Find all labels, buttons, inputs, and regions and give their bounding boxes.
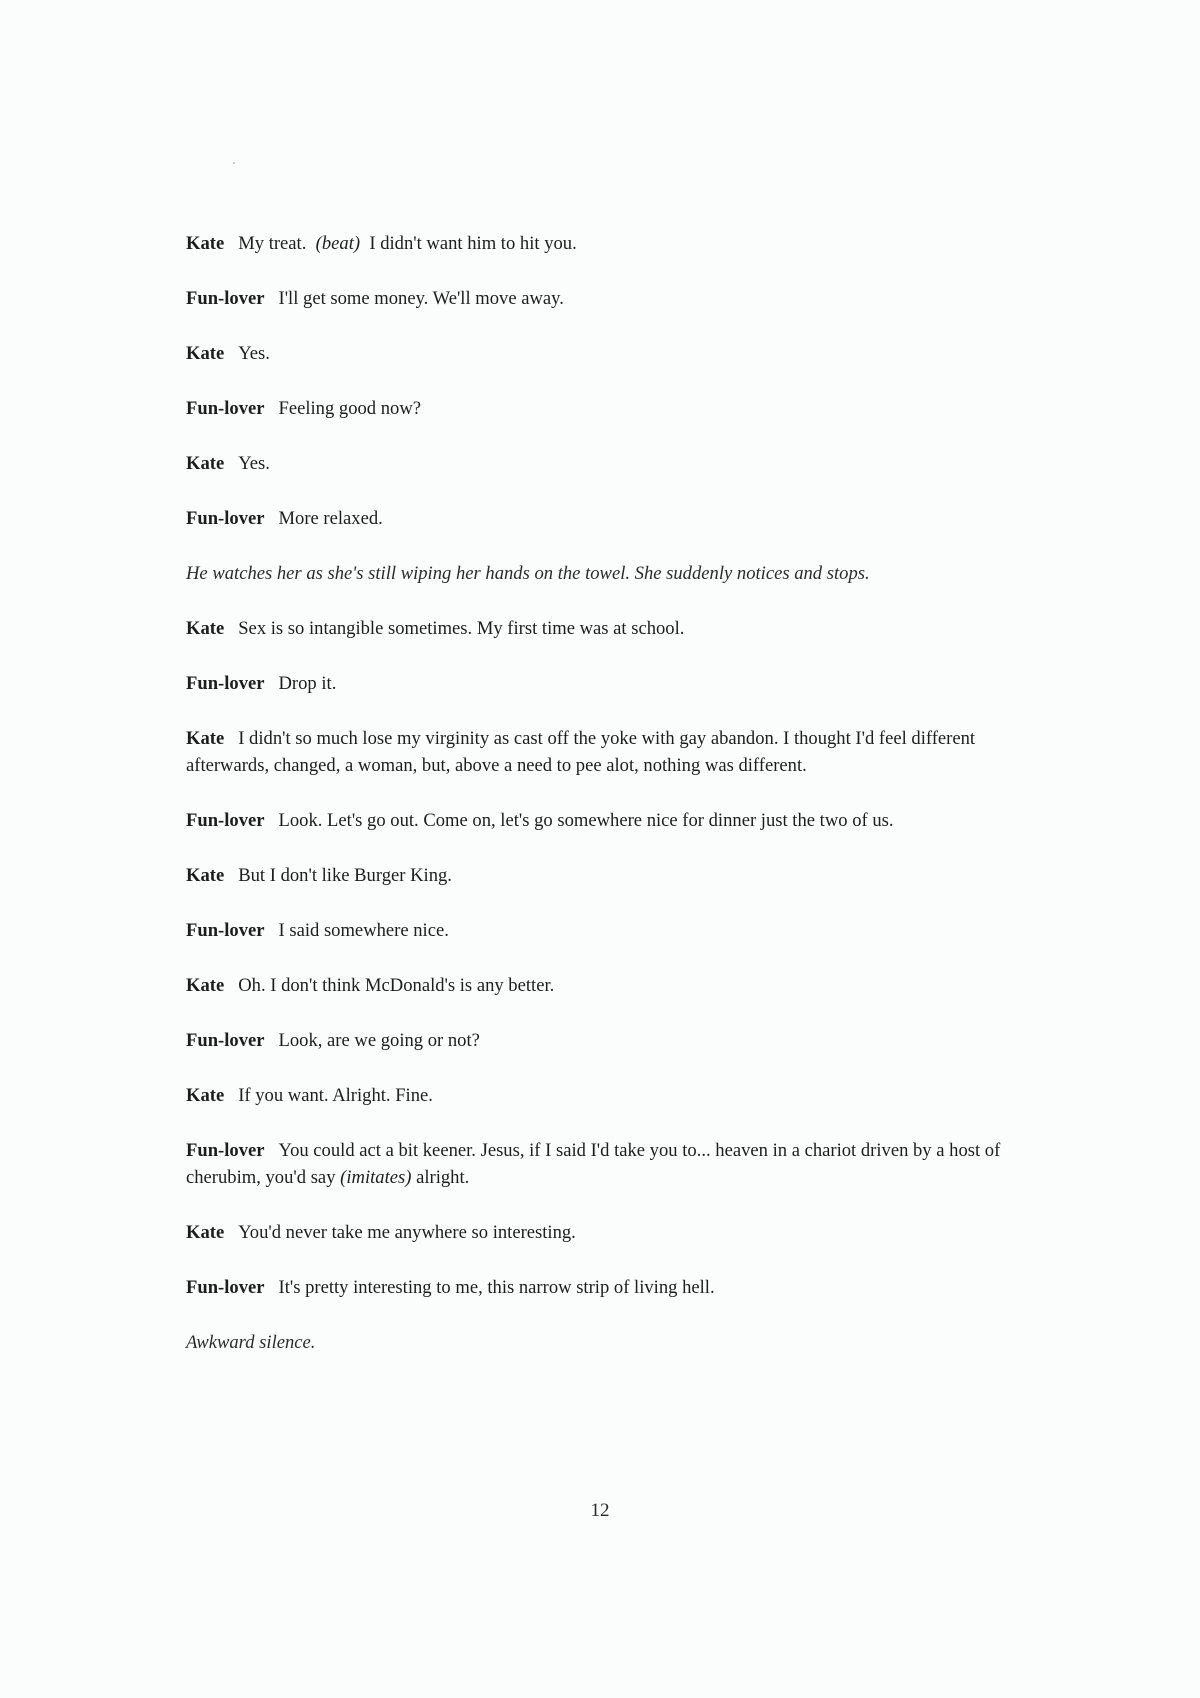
- dialogue-text: alright.: [416, 1167, 470, 1188]
- dialogue-text: I didn't want him to hit you.: [369, 233, 577, 254]
- speaker-name: Fun-lover: [186, 1140, 265, 1161]
- dialogue-line: [186, 505, 1006, 532]
- dialogue-line: [186, 862, 1006, 889]
- dialogue-text: I'll get some money. We'll move away.: [278, 288, 564, 309]
- speaker-name: Fun-lover: [186, 673, 265, 694]
- dialogue-text: You could act a bit keener. Jesus, if I said I'd take you to... heaven in a chariot driven by a host of cherubim, you'd say: [186, 1140, 1001, 1188]
- dialogue-line: [186, 725, 1006, 779]
- dialogue-text: It's pretty interesting to me, this narrow strip of living hell.: [278, 1277, 715, 1298]
- dialogue-line: [186, 395, 1006, 422]
- dialogue-text: Drop it.: [278, 673, 337, 694]
- speaker-name: Kate: [186, 728, 225, 749]
- dialogue-line: [186, 972, 1006, 999]
- speaker-name: Kate: [186, 343, 225, 364]
- dialogue-line: [186, 285, 1006, 312]
- speaker-name: Fun-lover: [186, 920, 265, 941]
- dialogue-text: I didn't so much lose my virginity as cast off the yoke with gay abandon. I thought I'd feel different afterwards, changed, a woman, but, above a need to pee alot, nothing was different.: [186, 728, 976, 776]
- dialogue-line: [186, 450, 1006, 477]
- dialogue-text: Sex is so intangible sometimes. My first time was at school.: [238, 618, 685, 639]
- speaker-name: Kate: [186, 233, 225, 254]
- dialogue-text: My treat.: [238, 233, 307, 254]
- dialogue-text: More relaxed.: [278, 508, 383, 529]
- scan-speck: [233, 162, 235, 164]
- dialogue-text: Look. Let's go out. Come on, let's go somewhere nice for dinner just the two of us.: [278, 810, 894, 831]
- dialogue-text: I said somewhere nice.: [278, 920, 449, 941]
- speaker-name: Fun-lover: [186, 810, 265, 831]
- dialogue-text: Oh. I don't think McDonald's is any better.: [238, 975, 555, 996]
- speaker-name: Kate: [186, 453, 225, 474]
- speaker-name: Fun-lover: [186, 1277, 265, 1298]
- speaker-name: Fun-lover: [186, 508, 265, 529]
- dialogue-line: [186, 340, 1006, 367]
- dialogue-line: [186, 615, 1006, 642]
- dialogue-line: [186, 230, 1006, 257]
- stage-direction: Awkward silence.: [186, 1332, 316, 1353]
- speaker-name: Fun-lover: [186, 398, 265, 419]
- parenthetical: (beat): [315, 233, 361, 254]
- dialogue-text: Look, are we going or not?: [278, 1030, 480, 1051]
- speaker-name: Kate: [186, 865, 225, 886]
- dialogue-line: [186, 670, 1006, 697]
- stage-direction: He watches her as she's still wiping her hands on the towel. She suddenly notices and stops.: [186, 563, 870, 584]
- dialogue-text: You'd never take me anywhere so interesting.: [238, 1222, 576, 1243]
- speaker-name: Kate: [186, 1222, 225, 1243]
- dialogue-line: [186, 1274, 1006, 1301]
- script-body: [186, 230, 1006, 1384]
- dialogue-line: [186, 917, 1006, 944]
- speaker-name: Kate: [186, 1085, 225, 1106]
- dialogue-text: If you want. Alright. Fine.: [238, 1085, 433, 1106]
- speaker-name: Fun-lover: [186, 288, 265, 309]
- dialogue-text: Yes.: [238, 343, 270, 364]
- dialogue-line: [186, 1137, 1006, 1191]
- speaker-name: Kate: [186, 618, 225, 639]
- dialogue-text: Yes.: [238, 453, 270, 474]
- dialogue-line: [186, 1027, 1006, 1054]
- speaker-name: Kate: [186, 975, 225, 996]
- dialogue-text: But I don't like Burger King.: [238, 865, 452, 886]
- dialogue-line: [186, 807, 1006, 834]
- page-number: 12: [590, 1500, 610, 1521]
- speaker-name: Fun-lover: [186, 1030, 265, 1051]
- dialogue-text: Feeling good now?: [278, 398, 422, 419]
- dialogue-line: [186, 1219, 1006, 1246]
- parenthetical: (imitates): [340, 1167, 412, 1188]
- dialogue-line: [186, 1082, 1006, 1109]
